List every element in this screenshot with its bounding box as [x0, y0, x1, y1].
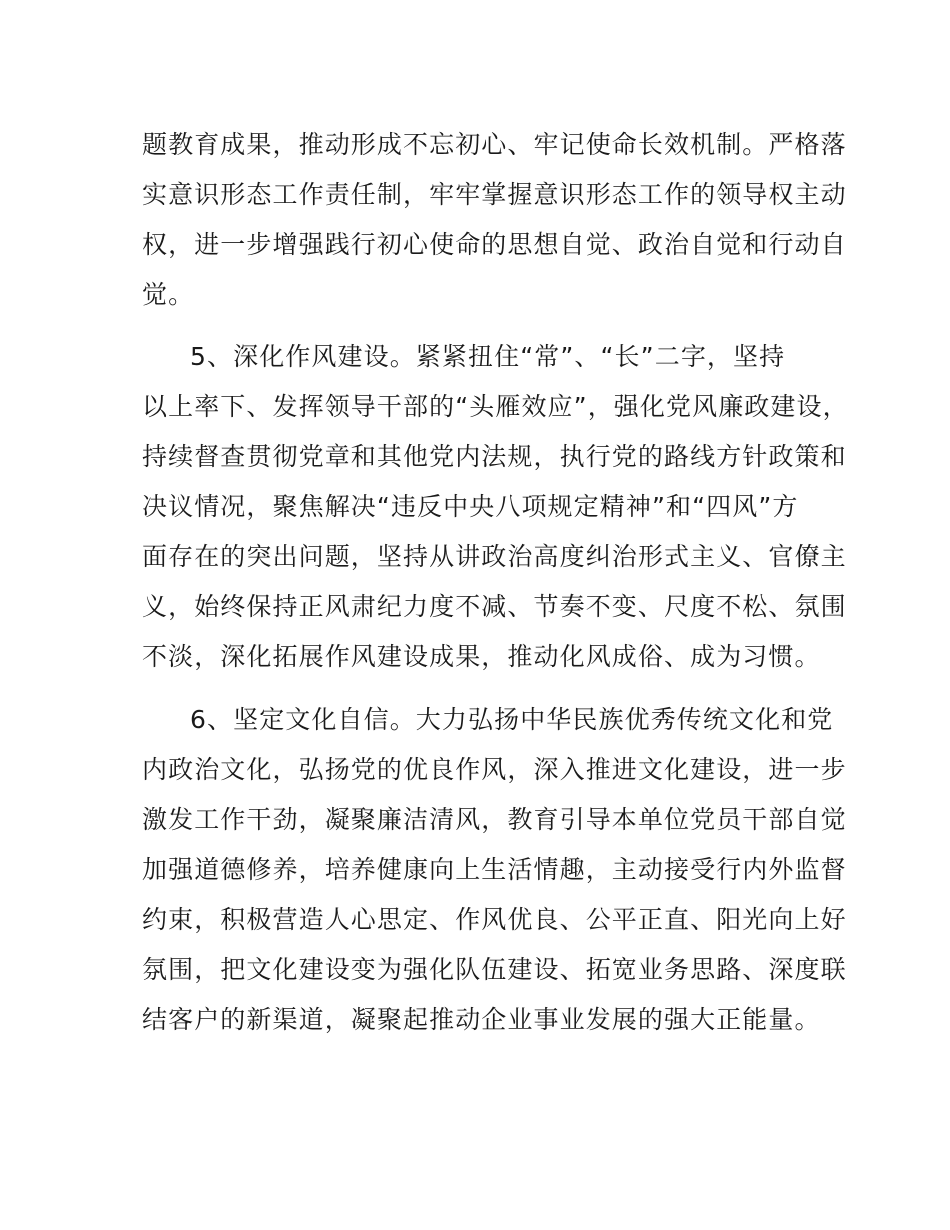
paragraph-3-line-2: 内政治文化，弘扬党的优良作风，深入推进文化建设，进一步 — [142, 755, 847, 784]
paragraph-1-line-2: 实意识形态工作责任制，牢牢掌握意识形态工作的领导权主动 — [142, 180, 847, 209]
paragraph-2-line-5: 面存在的突出问题，坚持从讲政治高度纠治形式主义、官僚主 — [142, 542, 847, 571]
paragraph-3-line-3: 激发工作干劲，凝聚廉洁清风，教育引导本单位党员干部自觉 — [142, 805, 847, 834]
paragraph-3-line-1: 6、坚定文化自信。大力弘扬中华民族优秀传统文化和党 — [190, 705, 834, 734]
paragraph-2-line-3: 持续督查贯彻党章和其他党内法规，执行党的路线方针政策和 — [142, 442, 847, 471]
paragraph-2-line-7: 不淡，深化拓展作风建设成果，推动化风成俗、成为习惯。 — [142, 642, 821, 671]
paragraph-3-line-6: 氛围，把文化建设变为强化队伍建设、拓宽业务思路、深度联 — [142, 955, 847, 984]
paragraph-2-line-6: 义，始终保持正风肃纪力度不减、节奏不变、尺度不松、氛围 — [142, 592, 847, 621]
paragraph-2-line-1: 5、深化作风建设。紧紧扭住“常”、“长”二字，坚持 — [190, 342, 786, 371]
paragraph-3-line-7: 结客户的新渠道，凝聚起推动企业事业发展的强大正能量。 — [142, 1005, 821, 1034]
paragraph-2-line-2: 以上率下、发挥领导干部的“头雁效应”，强化党风廉政建设， — [142, 392, 849, 421]
paragraph-2-line-4: 决议情况，聚焦解决“违反中央八项规定精神”和“四风”方 — [142, 492, 799, 521]
paragraph-3-line-4: 加强道德修养，培养健康向上生活情趣，主动接受行内外监督 — [142, 855, 847, 884]
paragraph-3-line-5: 约束，积极营造人心思定、作风优良、公平正直、阳光向上好 — [142, 905, 847, 934]
paragraph-1-line-1: 题教育成果，推动形成不忘初心、牢记使命长效机制。严格落 — [142, 130, 847, 159]
paragraph-1-line-3: 权，进一步增强践行初心使命的思想自觉、政治自觉和行动自 — [142, 230, 847, 259]
paragraph-1-line-4: 觉。 — [142, 280, 195, 309]
